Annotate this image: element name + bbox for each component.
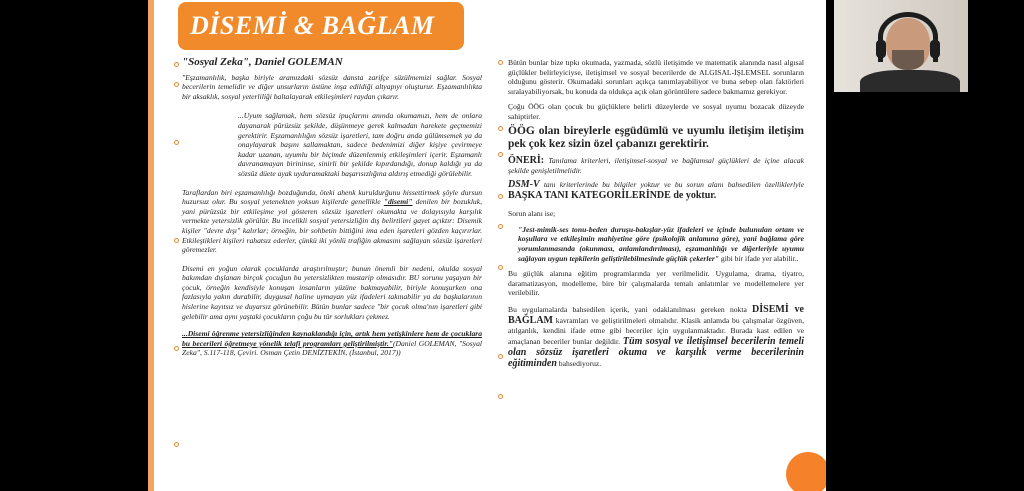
bullet-icon	[174, 346, 179, 351]
dsm-label: DSM-V	[508, 179, 540, 191]
decorative-circle	[786, 452, 826, 491]
quote-paragraph-5	[182, 329, 482, 358]
right-paragraph-6: Sorun alanı ise;	[508, 209, 556, 219]
bullet-icon	[174, 82, 179, 87]
r9-emphasis: Tüm sosyal ve iletişimsel becerilerin temeli olan sözsüz işaretleri okuma ve karşılık verme becerilerinin eğitiminden	[508, 335, 804, 369]
headset-right-ear	[930, 40, 940, 58]
dsm-bold: BAŞKA TANI KATEGORİLERİNDE de yoktur.	[508, 190, 717, 202]
speaker-body	[860, 70, 960, 92]
bullet-icon	[174, 140, 179, 145]
bullet-icon	[174, 442, 179, 447]
quote-paragraph-1: "Eşzamanlılık, başka biriyle aramızdaki sözsüz dansta zarifçe süzülmemizi sağlar. Sosyal becerilerin temelidir ve diğer unsurların üstüne inşa edildiği altyapıyı oluşturur. Eşzamanlılıkta bir aksaklık, sosyal yeterliliği baltalayarak etkileşimleri raydan çıkarır.	[182, 72, 482, 101]
presentation-slide	[148, 0, 826, 491]
right-paragraph-9	[508, 304, 804, 369]
bullet-icon	[174, 238, 179, 243]
r9-bold: DİSEMİ ve BAĞLAM	[508, 303, 804, 326]
webcam-video-tile	[834, 0, 968, 92]
slide-title: DİSEMİ & BAĞLAM	[190, 11, 435, 40]
right-paragraph-7	[508, 225, 804, 263]
bullet-icon	[498, 60, 503, 65]
bullet-icon	[498, 265, 503, 270]
quote-paragraph-4: Disemi en yoğun olarak çocuklarda araştırılmıştır; bunun önemli bir nedeni, okulda sosyal bakımdan dışlanan birçok çocuğun bu yetersizlikten mustarip olmasıdır. BU sorunu yaşayan bir çocuk, örneğin kendisiyle konuşan insanların yüzüne bakmayabilir, biriyle konuşurken ona fazlasıyla yakın durabilir, duygusal haline uymayan yüz ifadeleri takınabilir ya da başkalarının hislerine kayıtsız ve duyarsız görünebilir. Bütün bunlar sadece "bir çocuk olma'nın işaretleri gibi gelebilir ama aynı yaştaki çocukların çoğu bu tür sorlukları çekmez.	[182, 263, 482, 321]
disemi-term: "disemi"	[383, 197, 413, 207]
right-paragraph-4	[508, 155, 804, 176]
quote-paragraph-2: ...Uyum sağlamak, hem sözsüz ipuçlarını anında okumamızı, hem de onlara dayanarak pürüzsüz şekilde, düşünmeye gerek kalmadan harekete geçmemizi gerektirir. Eşzamanlılığın sözsüz işaretleri, tam doğru anda gülümsemek ya da onaylayarak başını sallamaktan, sadece bedenimizi diğer kişiye çevirmeye kadar uzanan, uyumlu bir biçimde düzenlenmiş etkileşimleri içerir. Eşzamanlı davranamayan birininse, sinirli bir şekilde kıpırdandığı, donup kaldığı ya da sözsüz düete ayak uyduramaktaki başarısızlığına aldırış etmediği görülebilir.	[238, 111, 482, 178]
headset-left-ear	[876, 40, 886, 58]
r9-text-a: Bu uygulamalarda bahsedilen içerik, yani odaklanılması gereken nokta	[508, 304, 753, 314]
r9-text-b: kavramları ve geliştirilmeleri olmalıdır. Klasik anlamda bu çalışmalar özgüven, atılganlık, kendini ifade etme gibi beceriler için uygulanmaktadır. Burada kast edilen ve amaçlanan beceriler bunlar değildir.	[508, 315, 804, 346]
oneri-text: Tanılama kriterleri, iletişimsel-sosyal ve bağlamsal güçlükleri de içine alacak şekilde genişletilmelidir.	[508, 155, 804, 175]
bullet-icon	[498, 152, 503, 157]
right-paragraph-1: Bütün bunlar bize tıpkı okumada, yazmada, sözlü iletişimde ve matematik alanında nasıl algısal güçlükler belirleyiciyse, iletişimsel ve sosyal becerilerde de ALGISAL-İŞLEMSEL sorunların olduğunu gösterir. Okumadaki sorunları açıkça tanımlayabiliyor ve buna sebep olan faktörleri sıralayabiliyorsak, bu konuda da oldukça açık olan görüntülere sadece bakmamız gerekiyor.	[508, 58, 804, 96]
slide-left-accent	[148, 0, 154, 491]
problem-definition: "Jest-mimik-ses tonu-beden duruşu-bakışlar-yüz ifadeleri ve içinde bulunulan ortam ve koşullara ve etkileşimin mahiyetine göre (psikolojik anlamına göre), yani bağlama göre yorumlanmasında (okunması, anlamlandırılması), eşzamanlılığı ve diğerleriyle uyumu sağlayan uygun tepkilerin geliştirilebilmesinde güçlük çekerler"	[518, 224, 804, 263]
dsm-text: tanı kriterlerinde bu bilgiler yoktur ve bu sorun alanı bahsedilen özelliklerlyle	[539, 180, 804, 190]
p3-text-a: Taraflardan biri eşzamanlılığı bozduğunda, öteki ahenk kuruldurğunu hissettirmek şöyle dursun huzursuz olur. Bu sosyal yetenekten yoksun kişilerde genellikle	[182, 187, 482, 207]
slide-title-box	[178, 2, 464, 50]
bullet-icon	[498, 224, 503, 229]
right-paragraph-2: Çoğu ÖÖG olan çocuk bu güçlüklere belirli düzeylerde ve sosyal uyumu bozacak düzeyde sahiptirler.	[508, 102, 804, 121]
p5-text-a: ...Disemi öğrenme yetersizliğinden kaynaklandığı için, artık hem yetişkinlere hem de çocuklara bu becerileri öğretmeye yönelik telafi programları geliştirilmiştir."	[182, 329, 482, 348]
headset-icon	[878, 12, 938, 62]
bullet-icon	[498, 354, 503, 359]
bullet-icon	[174, 62, 179, 67]
right-column	[508, 58, 804, 369]
oneri-label: ÖNERİ:	[508, 154, 545, 166]
p3-text-b: denilen bir bozukluk, yani pürüzsüz bir etkileşime yol gösteren sözsüz işaretleri okumakta ve dolayısıyla karşılık vermekte yetersizlik görülür. Bu incelikli sosyal yetersizliğin dış belirtileri gayet açıktır: Disemik kişiler "devre dışı" kalırlar; örneğin, bir sohbetin bittiğini ima eden işaretleri gözden kaçırırlar. Etkileştikleri kişileri rahatsız ederler, çünkü iki yönlü trafiğin akmasını sağlayan sözsüz işaretleri göremezler.	[182, 197, 482, 255]
right-paragraph-8: Bu güçlük alanına eğitim programlarında yer verilmelidir. Uygulama, drama, tiyatro, daramatizasyon, modelleme, bire bir çalışmalarda temalı anlatımlar ve modellemelere yer verilebilir.	[508, 269, 804, 298]
problem-tail: gibi bir ifade yer alabilir..	[719, 253, 799, 263]
right-paragraph-3: ÖÖG olan bireylerle eşgüdümlü ve uyumlu iletişim iletişim pek çok kez sizin özel çabanızı gerektirir.	[508, 124, 804, 150]
source-heading: "Sosyal Zeka", Daniel GOLEMAN	[182, 56, 343, 68]
bullet-icon	[498, 194, 503, 199]
bullet-icon	[498, 394, 503, 399]
quote-paragraph-3	[182, 188, 482, 255]
bullet-icon	[498, 126, 503, 131]
left-column	[182, 58, 482, 358]
citation: (Daniel GOLEMAN, "Sosyal Zeka", S.117-118, Çeviri. Osman Çetin DENİZTEKİN, (İstanbul, 2017))	[182, 338, 482, 358]
r9-end: bahsediyoruz.	[556, 358, 602, 368]
right-paragraph-5	[508, 179, 804, 201]
